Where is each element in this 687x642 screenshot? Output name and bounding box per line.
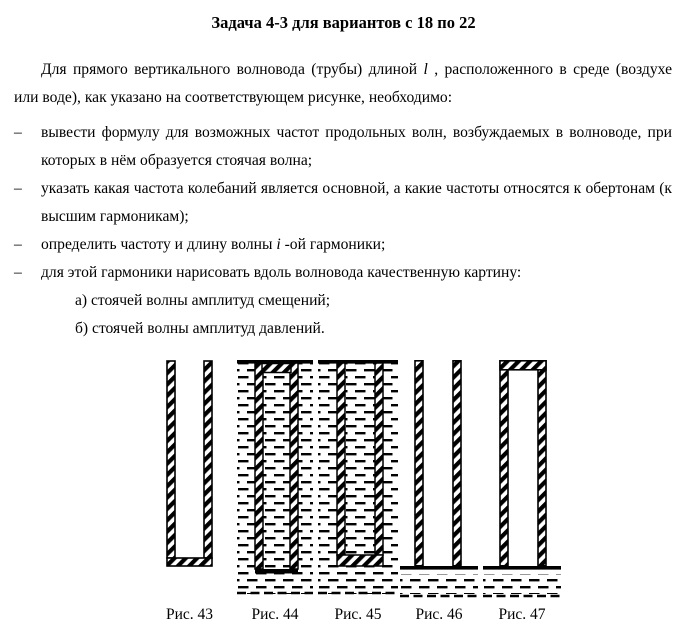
list-item-1 (14, 119, 672, 175)
list-item-3-text (41, 231, 672, 259)
tube-on-surface-open-top-icon (400, 360, 478, 600)
body-text (14, 56, 672, 343)
list-item-1-text: вывести формулу для возможных частот продольных волн, возбуждаемых в волноводе, при которых в нём образуется стоячая волна; (41, 124, 672, 169)
list-item-2-text: указать какая частота колебаний является основной, а какие частоты относятся к обертонам (к высшим гармоникам); (41, 180, 672, 225)
dash-marker: – (14, 180, 22, 197)
figure-43-caption: Рис. 43 (165, 606, 214, 623)
figure-44 (237, 360, 313, 642)
figure-45-caption: Рис. 45 (334, 606, 382, 623)
submerged-tube-closed-bottom-icon (318, 360, 398, 600)
figure-45 (318, 360, 398, 642)
figure-43 (166, 360, 213, 642)
submerged-tube-closed-top-icon (237, 360, 313, 600)
sub-item-a: а) стоячей волны амплитуд смещений; (75, 292, 331, 309)
harmonic-index-variable: i (276, 236, 281, 253)
figure-47-caption: Рис. 47 (498, 606, 546, 623)
figure-46-caption: Рис. 46 (415, 606, 463, 623)
intro-paragraph (14, 56, 672, 112)
list-item-4-text: для этой гармоники нарисовать вдоль волновода качественную картину: (41, 264, 522, 281)
figure-47 (483, 360, 561, 642)
requirements-list (14, 119, 672, 343)
item-3-after: -ой гармоники; (280, 236, 386, 253)
intro-text-before: Для прямого вертикального волновода (трубы) длиной (41, 61, 424, 78)
tube-open-top-closed-bottom-icon (166, 360, 213, 568)
list-item-2 (14, 175, 672, 231)
intro-text-after: , расположенного в среде (воздухе или воде), как указано на соответствующем рисунке, необходимо: (14, 61, 672, 106)
list-item-4 (14, 259, 672, 287)
dash-marker: – (14, 124, 22, 141)
page-title: Задача 4-3 для вариантов с 18 по 22 (211, 13, 476, 32)
tube-on-surface-closed-top-icon (483, 360, 561, 600)
sub-item-b: б) стоячей волны амплитуд давлений. (75, 320, 325, 337)
item-3-before: определить частоту и длину волны (41, 236, 277, 253)
dash-marker: – (14, 264, 22, 281)
length-variable: l (423, 61, 428, 78)
figure-46 (400, 360, 478, 642)
list-item-3 (14, 231, 672, 259)
figure-44-caption: Рис. 44 (251, 606, 299, 623)
dash-marker: – (14, 236, 22, 253)
